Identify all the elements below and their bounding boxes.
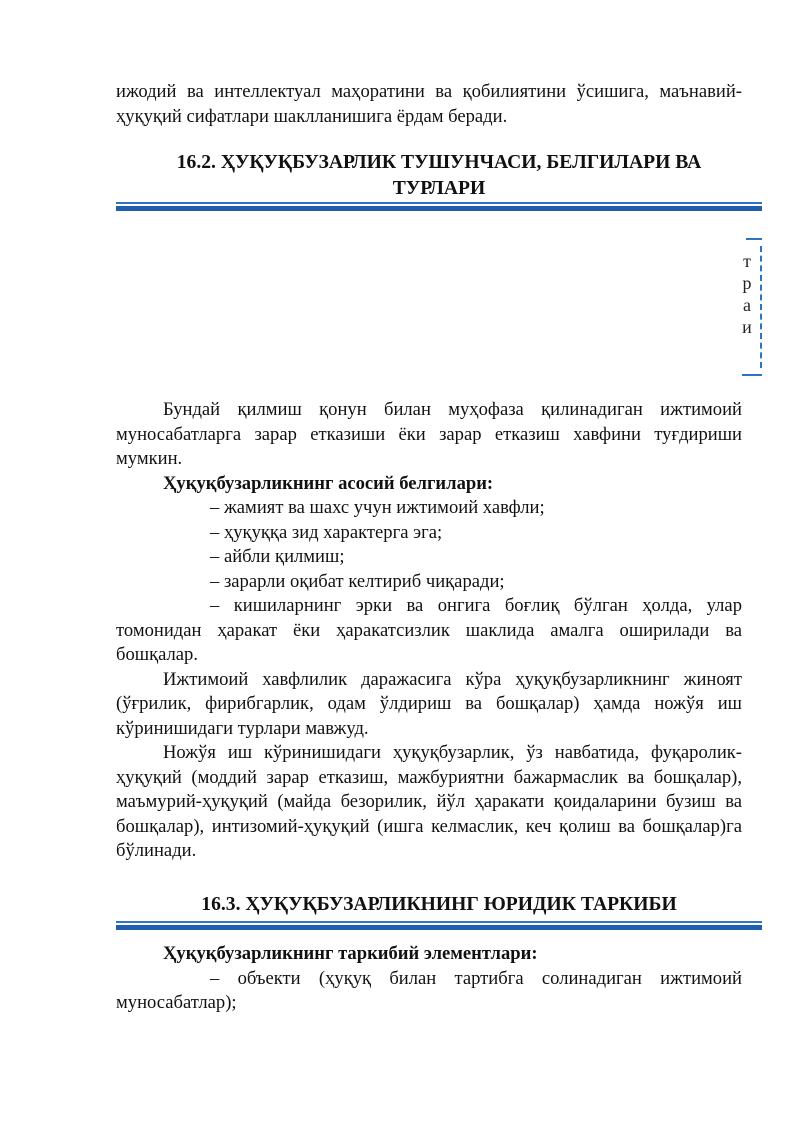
signs-title: Ҳуқуқбузарликнинг асосий белгилари: xyxy=(163,472,494,494)
section-16-3-heading: 16.3. ҲУҚУҚБУЗАРЛИКНИНГ ЮРИДИК ТАРКИБИ xyxy=(201,894,677,915)
signs-item: – жамият ва шахс учун ижтимоий хавфли; xyxy=(210,497,545,518)
section-16-3-divider xyxy=(116,921,762,930)
signs-item: – ҳуқуққа зид характерга эга; xyxy=(210,521,443,543)
elements-item: – объекти (ҳуқуқ билан тартибга солинадиган ижтимоий муносабатлар); xyxy=(116,967,742,1013)
paragraph-types: Ижтимоий хавфлилик даражасига кўра ҳуқуқбузарликнинг жиноят (ўғрилик, фирибгарлик, одам ўлдириш ва бошқалар) ҳамда ножўя иш кўринишидаги турлари мавжуд. xyxy=(116,668,742,739)
signs-item: – зарарли оқибат келтириб чиқаради; xyxy=(210,570,505,592)
section-16-2-heading-line1: 16.2. ҲУҚУҚБУЗАРЛИК ТУШУНЧАСИ, БЕЛГИЛАРИ ВА xyxy=(176,152,702,173)
elements-title: Ҳуқуқбузарликнинг таркибий элементлари: xyxy=(163,943,538,964)
paragraph-harm: Бундай қилмиш қонун билан муҳофаза қилинадиган ижтимоий муносабатларга зарар етказиши ёки зарар етказиш хавфини туғдириши мумкин. xyxy=(116,399,742,469)
side-letter: р xyxy=(742,273,752,293)
side-text-box xyxy=(740,238,764,378)
side-letter: т xyxy=(743,251,751,271)
paragraph-misdemeanor: Ножўя иш кўринишидаги ҳуқуқбузарлик, ўз навбатида, фуқаролик-ҳуқуқий (моддий зарар етказиш, мажбуриятни бажармаслик ва бошқалар), маъмурий-ҳуқуқий (майда безорилик, йўл ҳаракати қоидаларини бузиш ва бошқалар), интизомий-ҳуқуқий (ишга келмаслик, кеч қолиш ва бошқалар)га бўлинади. xyxy=(116,742,742,861)
section-16-2-body xyxy=(116,398,742,864)
side-letter: а xyxy=(743,295,751,315)
section-16-2-divider xyxy=(116,202,762,211)
top-paragraph: ижодий ва интеллектуал маҳоратини ва қобилиятини ўсишига, маънавий-ҳуқуқий сифатлари шаклланишига ёрдам беради. xyxy=(116,81,742,127)
section-16-2-heading xyxy=(116,150,762,202)
signs-item: – кишиларнинг эрки ва онгига боғлиқ бўлган ҳолда, улар томонидан ҳаракат ёки ҳаракатсизлик шаклида амалга оширилади ва бошқалар. xyxy=(116,595,742,665)
side-letter: и xyxy=(742,317,752,337)
signs-item: – айбли қилмиш; xyxy=(210,546,345,567)
side-box-letters xyxy=(740,250,754,338)
section-16-2-heading-line2: ТУРЛАРИ xyxy=(392,178,486,199)
section-16-3-body xyxy=(116,942,742,1016)
